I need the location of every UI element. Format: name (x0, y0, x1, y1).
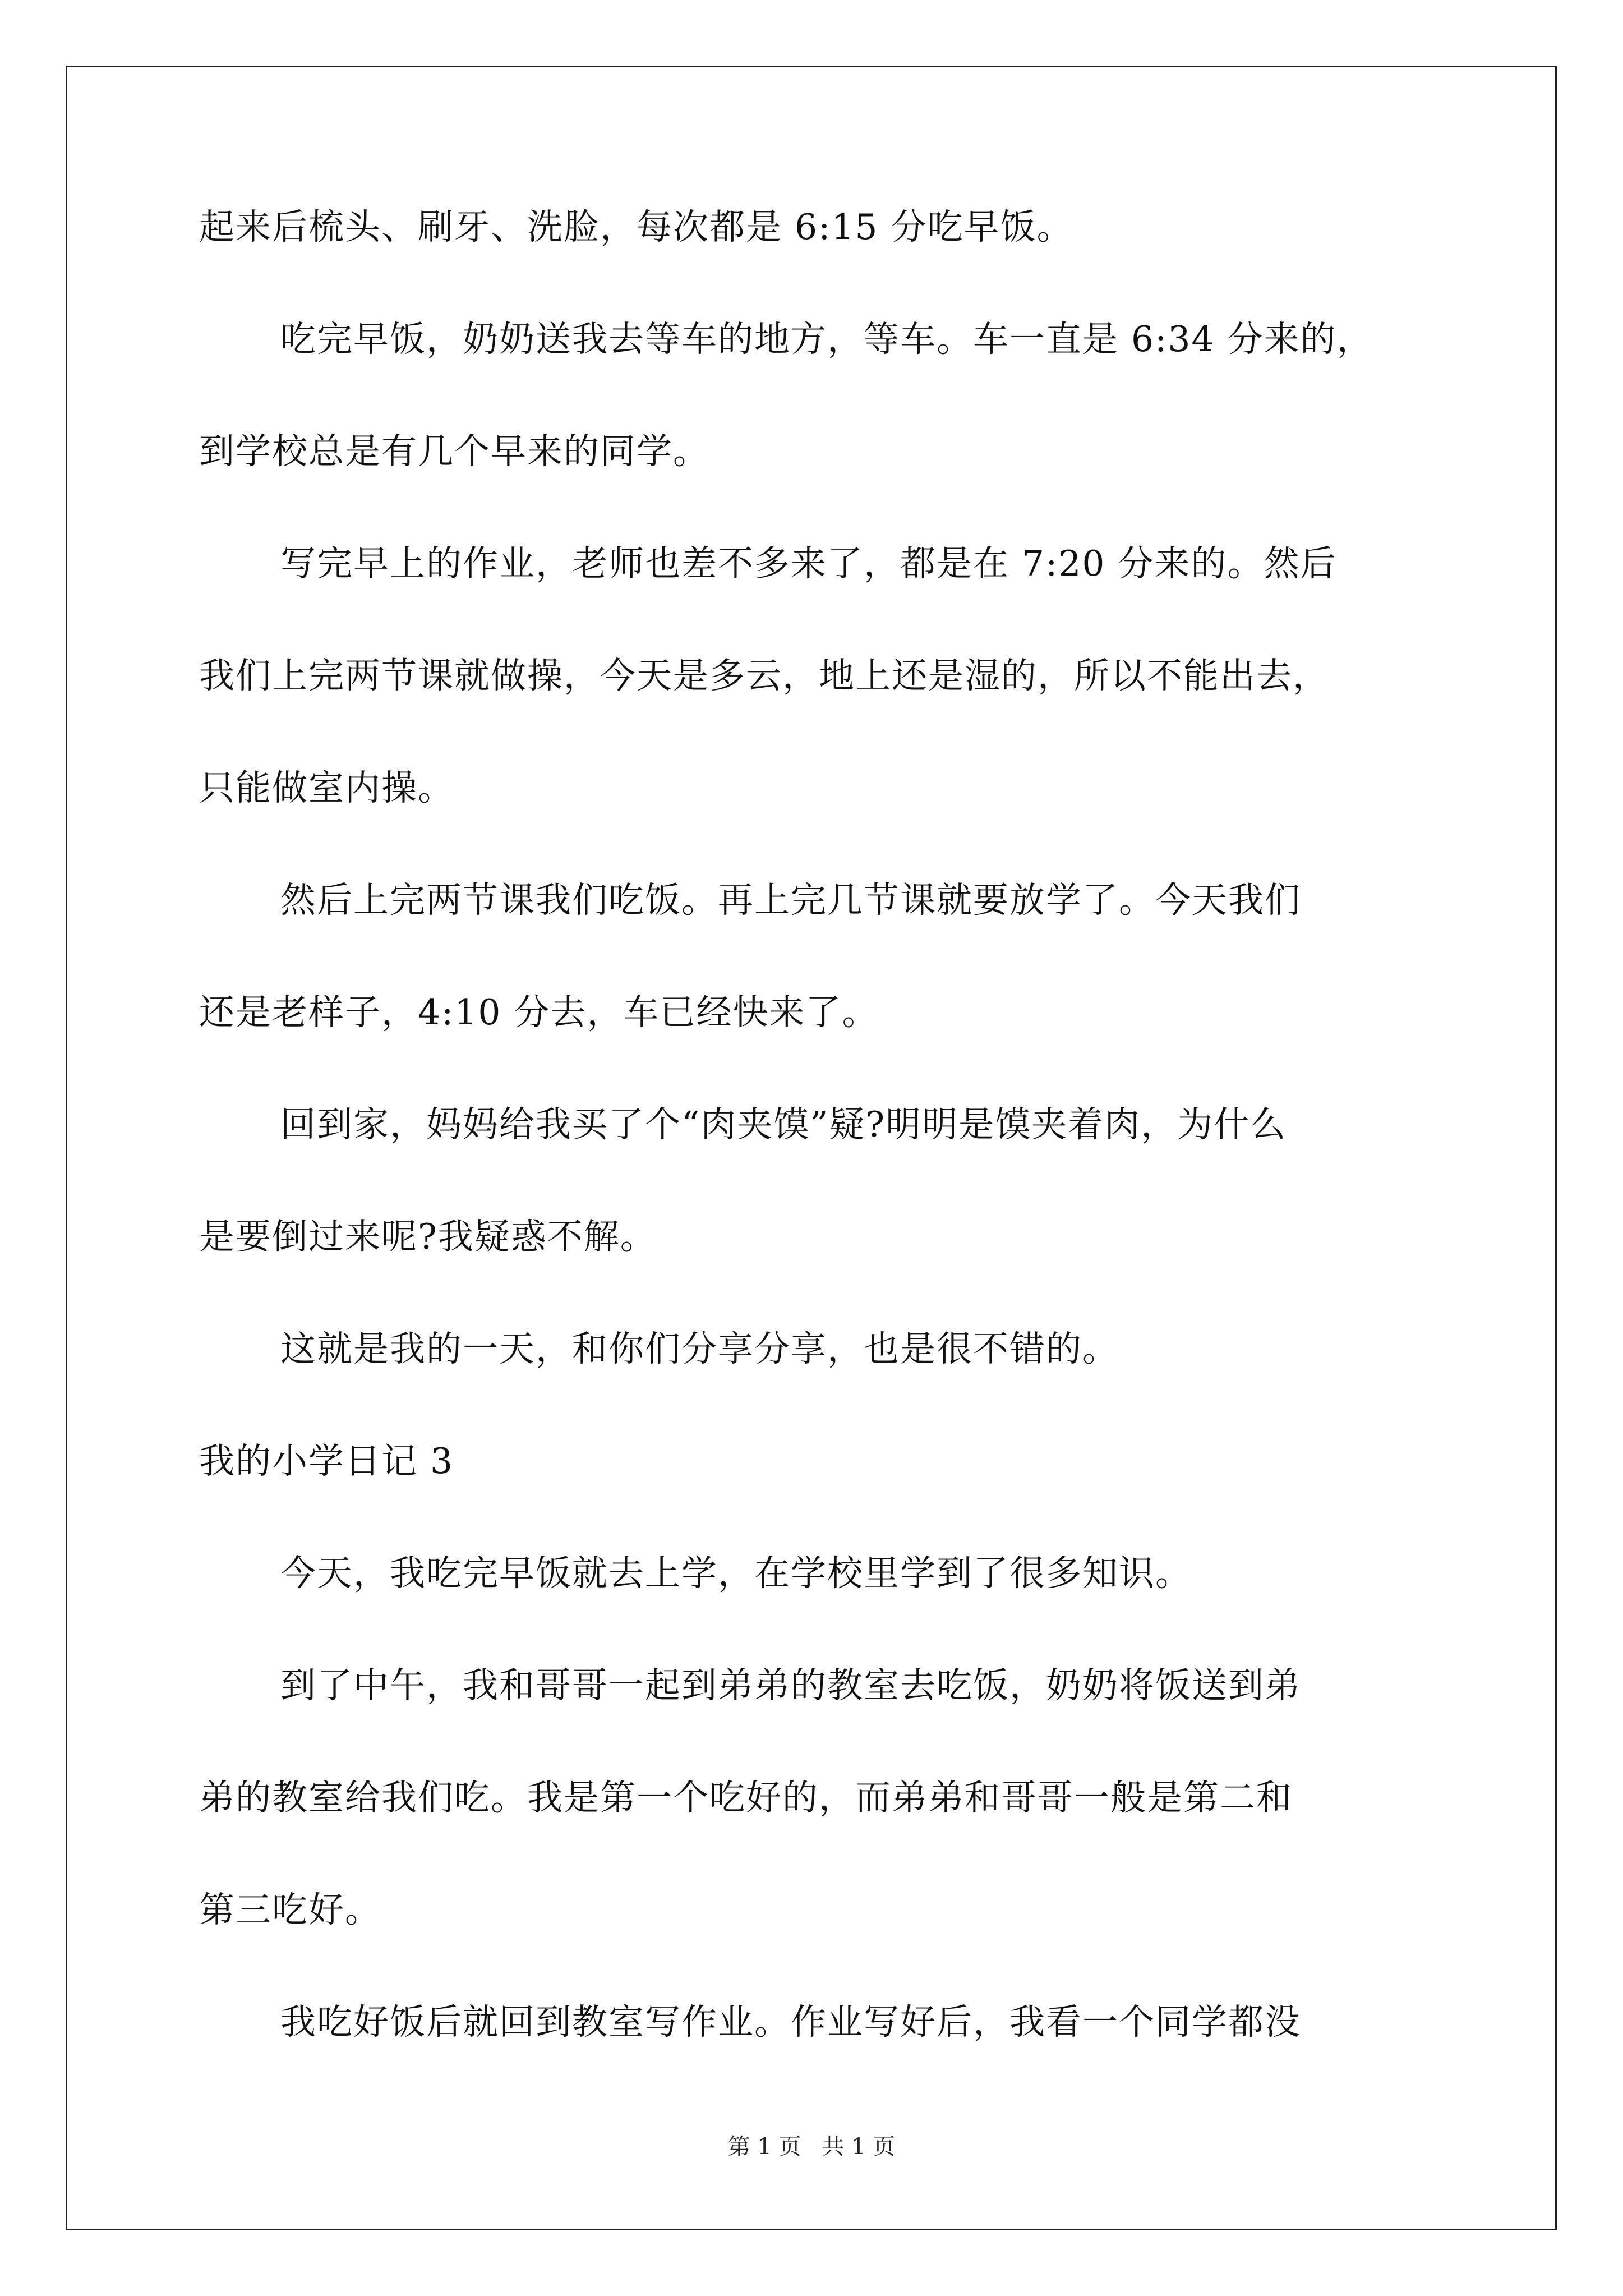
text-line: 吃完早饭，奶奶送我去等车的地方，等车。车一直是 6:34 分来的， (280, 319, 1373, 360)
text-line: 这就是我的一天，和你们分享分享，也是很不错的。 (280, 1328, 1119, 1369)
text-line: 起来后梳头、刷牙、洗脸，每次都是 6:15 分吃早饭。 (199, 206, 1073, 247)
text-line: 只能做室内操。 (199, 767, 454, 808)
text-line: 还是老样子，4:10 分去，车已经快来了。 (199, 992, 879, 1033)
text-line: 到学校总是有几个早来的同学。 (199, 431, 709, 472)
text-line: 写完早上的作业，老师也差不多来了，都是在 7:20 分来的。然后 (280, 543, 1337, 584)
text-line: 今天，我吃完早饭就去上学，在学校里学到了很多知识。 (280, 1553, 1192, 1594)
page-number: 第 1 页 (727, 2134, 801, 2160)
page-total: 共 1 页 (822, 2134, 896, 2160)
page-footer (0, 2129, 1623, 2161)
text-line: 是要倒过来呢?我疑惑不解。 (199, 1216, 657, 1257)
text-line: 第三吃好。 (199, 1889, 381, 1930)
text-line: 然后上完两节课我们吃饭。再上完几节课就要放学了。今天我们 (280, 880, 1301, 921)
text-line: 到了中午，我和哥哥一起到弟弟的教室去吃饭，奶奶将饭送到弟 (280, 1665, 1301, 1706)
text-line: 我吃好饭后就回到教室写作业。作业写好后，我看一个同学都没 (280, 2001, 1301, 2042)
text-line: 回到家，妈妈给我买了个“肉夹馍”疑?明明是馍夹着肉，为什么 (280, 1104, 1287, 1145)
section-heading: 我的小学日记 3 (199, 1441, 454, 1481)
text-line: 我们上完两节课就做操，今天是多云，地上还是湿的，所以不能出去， (199, 655, 1329, 696)
text-line: 弟的教室给我们吃。我是第一个吃好的，而弟弟和哥哥一般是第二和 (199, 1777, 1293, 1818)
